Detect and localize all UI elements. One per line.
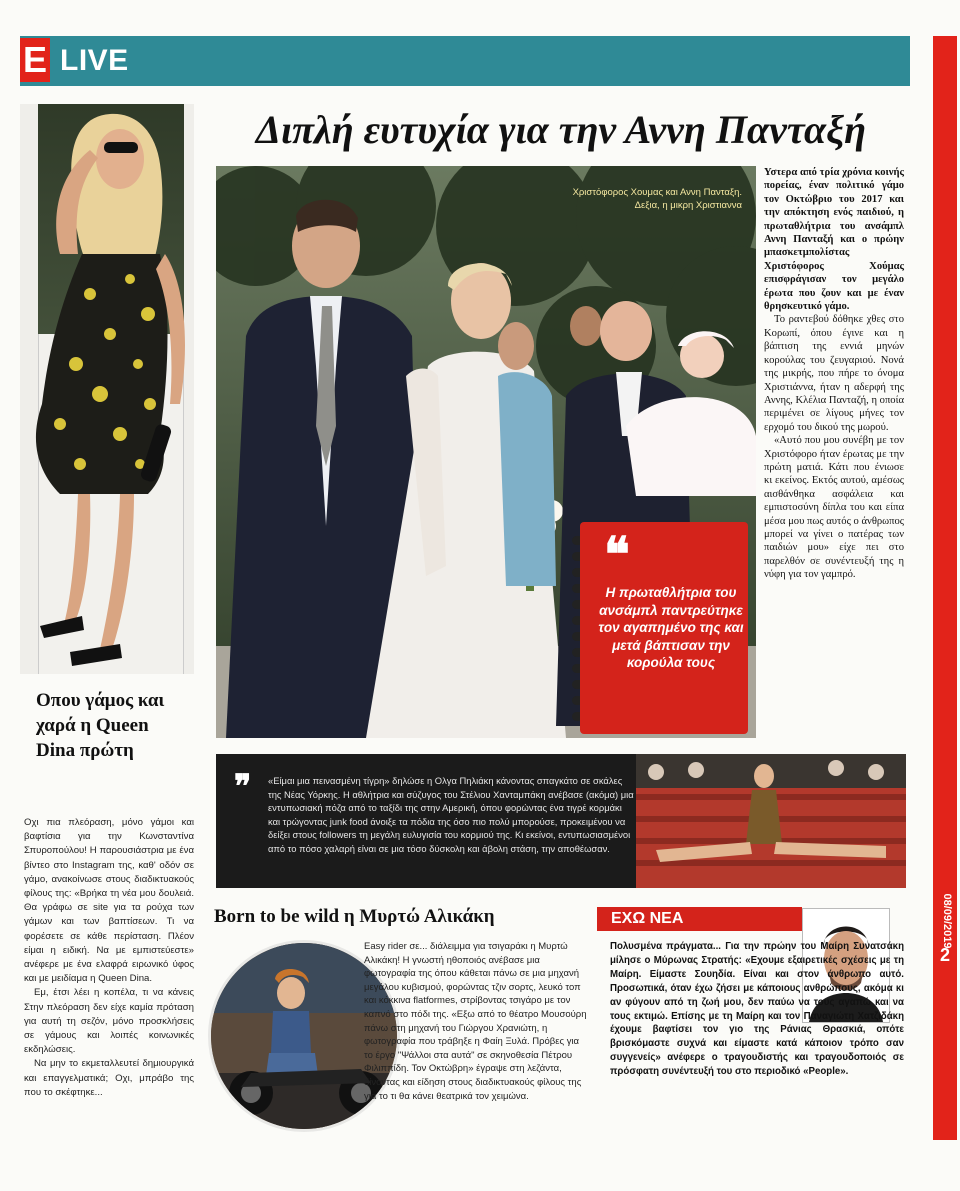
- queen-dina-photo: [20, 104, 194, 674]
- pull-quote-box: [580, 522, 748, 734]
- section-header: [20, 36, 910, 86]
- sidebar-article-body: [24, 816, 194, 1100]
- olga-photo: [636, 754, 906, 888]
- main-headline: Διπλή ευτυχία για την Αννη Πανταξή: [255, 107, 867, 152]
- issue-date: 08/09/2019: [941, 893, 953, 949]
- page-number: 2: [940, 945, 951, 965]
- sidebar-paragraph: Εμ, έτσι λέει η κοπέλα, τι να κάνεις Στην πλεόραση δεν είχε καμία πρόταση για αυτή τη σεζόν, μόνο προσκλήσεις σε γάμους και λοιπές κοινωνικές εκδηλώσεις.: [24, 987, 194, 1056]
- myrto-paragraph: Easy rider σε... διάλειμμα για τσιγαράκι η Μυρτώ Αλικάκη! Η γνωστή ηθοποιός ανέβασε μια φωτογραφία της όπου κάθεται πάνω σε μια μηχανή μεγάλου κυβισμού, φορώντας τζιν σορτς, λευκό τοπ και κόκκινα flatformes, στρίβοντας τσιγάρο με τον καπνό στο πόδι της. «Εξω από το θέατρο Μουσούρη πάνω στη μηχανή του Γιώργου Χρανιώτη, η φωτογραφία που τράβηξε η Φαίη Ξυλά. Πρόβες για το έργο "Ψάλλοι στα αυτά" σε σκηνοθεσία Πέτρου Φιλιππίδη. Τον Οκτώβρη» έγραψε στη λεζάντα, δίνοντας και είδηση στους διαδικτυακούς φίλους της για το τι θα κάνει θεατρικά τον χειμώνα.: [364, 941, 587, 1102]
- sidebar-paragraph: Οχι πια πλεόραση, μόνο γάμοι και βαφτίσια για την Κωνσταντίνα Σπυροπούλου! Η παρουσιάστρια με ένα βίντεο στο Instagram της, καθ' οδόν σε γάμο, ανακοίνωσε στους διαδικτυακούς φίλους της: «Βρήκα τη νέα μου δουλειά. Θα γράφω σε site για τα ρούχα των γάμων και των βαπτίσεων. Τι να φορέσετε σε κάθε περίσταση. Πλέον είμαι η ειδική. Να με εμπιστεύεστε» ανέφερε με ένα ελαφρά ειρωνικό ύφος και με μειδίαμα η Queen Dina.: [24, 817, 194, 985]
- sidebar-headline: Οπου γάμος και χαρά η Queen Dina πρώτη: [36, 690, 165, 761]
- section-name: LIVE: [60, 44, 129, 77]
- myrto-headline: Born to be wild η Μυρτώ Αλικάκη: [214, 906, 495, 927]
- magazine-logo: E: [20, 38, 50, 82]
- myrto-article-body: [364, 940, 590, 1103]
- article-paragraph: «Αυτό που μου συνέβη με τον Χριστόφορο ήταν έρωτας με την πρώτη ματιά. Κάτι που ένιωσε κι εκείνος. Εκτός αυτού, αμέσως αισθάνθηκα ασφάλεια και εμπιστοσύνη δίπλα του και είπα μέσα μου πως αυτός ο άνθρωπος μπορεί να γίνει ο πατέρας των παιδιών μου» είχε πει στο παρελθόν σε συνέντευξή της η νύφη για τον γαμπρό.: [764, 435, 904, 581]
- stairs-scene-illustration: [636, 754, 906, 888]
- article-paragraph: Το ραντεβού δόθηκε χθες στο Κορωπί, όπου έγινε και η βάπτιση της εννιά μηνών κορούλας του ζευγαριού. Νονά της μικρής, που πήρε το όνομα Χριστιάννα, ήταν η αδερφή της Αννης, Κλέλια Πανταζή, η οποία περιμένει σε λίγους μήνες τον ερχομό του δικού της μωρού.: [764, 314, 904, 433]
- quote-open-icon: ❝: [604, 529, 630, 582]
- exo-nea-label-bar: [597, 907, 802, 931]
- woman-figure-illustration: [20, 104, 194, 674]
- quote-close-icon: ❞: [234, 768, 252, 804]
- photo-caption: Χριστόφορος Χουμας και Αννη Πανταξη. Δεξια, η μικρη Χριστιαννα: [572, 187, 742, 211]
- exo-nea-article-body: Πολυσμένα πράγματα... Για την πρώην του Μαίρη Συνατσάκη μίλησε ο Μύρωνας Στρατής: «Εχουμε εξαιρετικές σχέσεις με τη Μαίρη. Είμαστε Σουηδία. Είναι και στον άνθρωπο αυτό. Προσωπικά, όταν έχω ζήσει με κάποιους ανθρώπους, ακόμα κι αν φύγουν από τη ζωή μου, δεν παύω να τους αγαπώ και να τους εκτιμώ. Επίσης με τη Μαίρη και τον Παναγιώτη Χατζιδάκη έχουμε βαφτίσει τον γιο της Ράνιας Θρασκιά, οπότε βρισκόμαστε συχνά και είμαστε κατά κάποιον τρόπο σαν συγγενείς» ανέφερε ο τραγουδιστής και τραγουδοποιός σε πρόσφατη συνέντευξή του στο περιοδικό «People».: [610, 941, 904, 1078]
- olga-news-band: [216, 754, 906, 888]
- exo-nea-label: ΕΧΩ ΝΕΑ: [611, 910, 684, 927]
- sidebar-paragraph: Να μην το εκμεταλλευτεί δημιουργικά και επαγγελματικά; Οχι, μπράβο της που το σκέφτηκε...: [24, 1058, 194, 1098]
- article-lead: Υστερα από τρία χρόνια κοινής πορείας, έναν πολιτικό γάμο τον Οκτώβριο του 2017 και την απόκτηση ενός παιδιού, η πρωταθλήτρια του ανσάμπλ Αννη Πανταξή και ο πρώην μπασκετμπολίστας Χριστόφορος Χούμας επισφράγισαν τον μεγάλο έρωτα που ζουν και με έναν θρησκευτικό γάμο.: [764, 167, 904, 313]
- main-article-body: [764, 166, 904, 582]
- pull-quote-text: Η πρωταθλήτρια του ανσάμπλ παντρεύτηκε τον αγαπημένο της και μετά βάπτισαν την κορούλα τους: [598, 585, 744, 670]
- band-article-text: «Είμαι μια πεινασμένη τίγρη» δηλώσε η Ολγα Πηλιάκη κάνοντας σπαγκάτο σε σκάλες της Νέας Υόρκης. Η αθλήτρια και σύζυγος του Στέλιου Χανταμπάκη ανέβασε (ακόμα) μια εντυπωσιακή πόζα από το ταξίδι της στην Αμερική, όπου φορώντας ένα τιγρέ κορμάκι και τρώγοντας junk food άνοιξε τα πόδια της όσο πιο πολύ μπορούσε, προκειμένου να δείξει στους followers τη μεγάλη ευλυγισία του κορμιού της. Κι εκείνοι, εντυπωσιασμένοι από το πόσο χαλαρή είναι σε μια τόσο δύσκολη και άβολη στάση, την αποθέωσαν.: [268, 775, 634, 854]
